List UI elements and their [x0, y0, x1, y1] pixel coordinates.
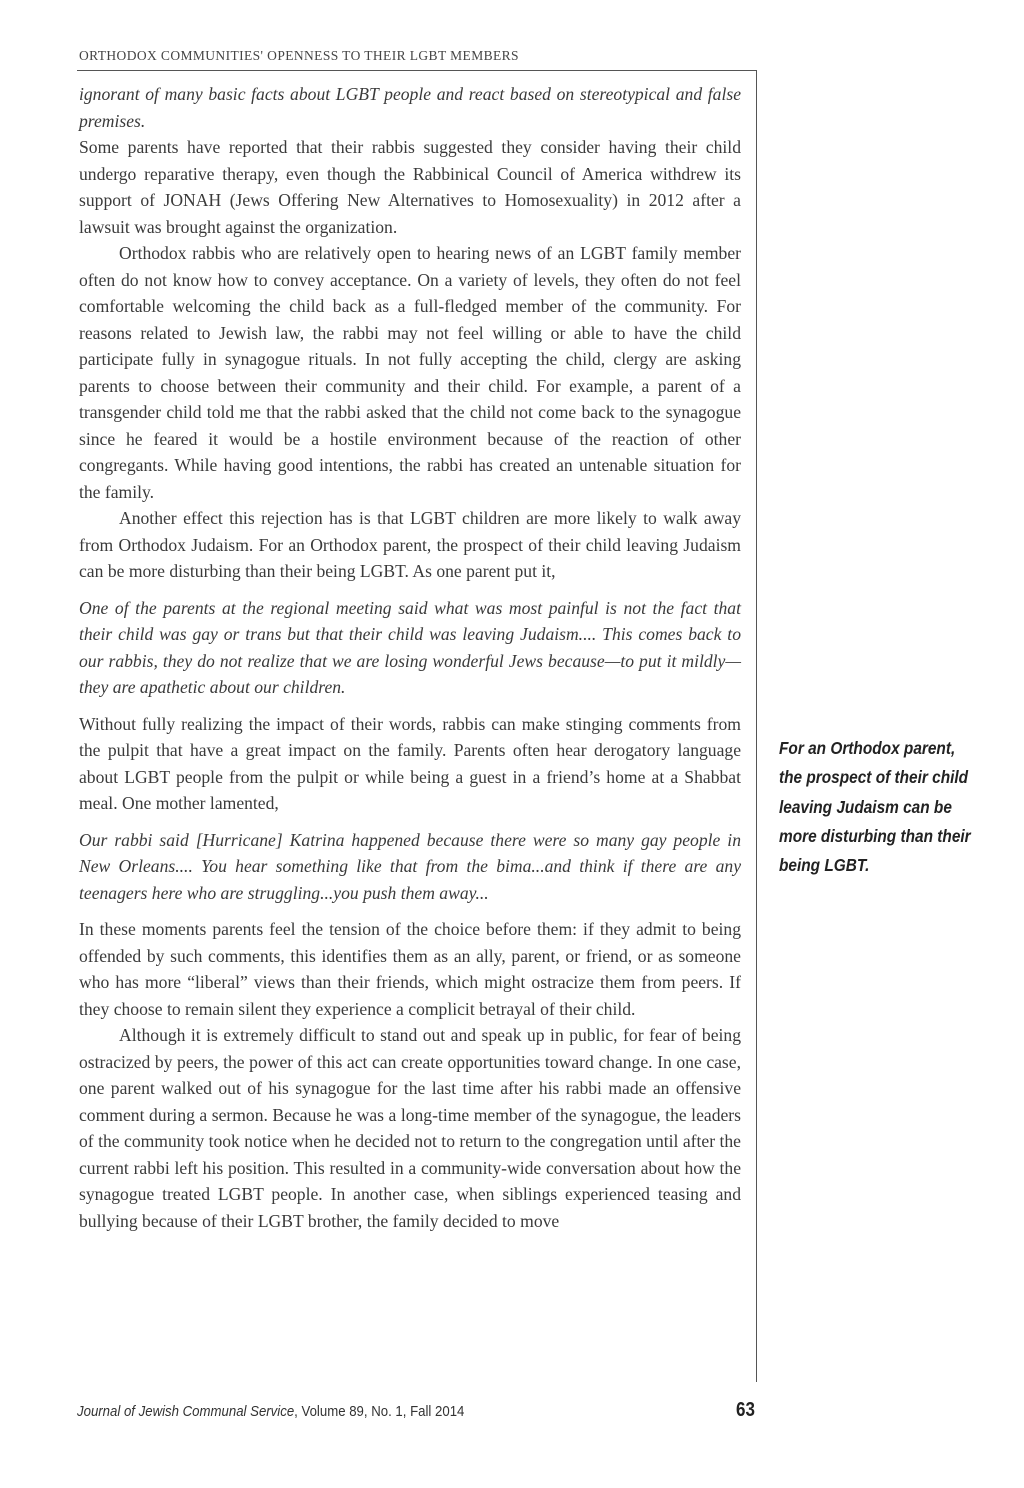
block-quote-regional-meeting: One of the parents at the regional meeting said what was most painful is not the fact that their child was gay or trans but that their child was leaving Judaism.... This comes back to our rabbis, they do not realize that we are losing wonderful Jews because—to put it mildly—they are apathetic about our children.: [79, 597, 741, 697]
paragraph-speak-up: Although it is extremely difficult to stand out and speak up in public, for fear of being ostracized by peers, the power of this act can create opportunities toward change. In one case, one parent walked out of his synagogue for the last time after his rabbi made an offensive comment during a sermon. Because he was a long-time member of the synagogue, the leaders of the community took notice when he decided not to return to the congregation until after the current rabbi left his position. This resulted in a community-wide conversation about how the synagogue treated LGBT people. In another case, when siblings experienced teasing and bullying because of their LGBT brother, the family decided to move: [79, 1025, 741, 1231]
paragraph-reparative-therapy: Some parents have reported that their rabbis suggested they consider having their child undergo reparative therapy, even though the Rabbinical Council of America withdrew its support of JONAH (Jews Offering New Alternatives to Homosexuality) in 2012 after a lawsuit was brought against the organization.: [79, 137, 741, 237]
paragraph-tension: In these moments parents feel the tension of the choice before them: if they admit to being offended by such comments, this identifies them as an ally, parent, or friend, or as someone who has more “liberal” views than their friends, which might ostracize them from peers. If they choose to remain silent they experience a complicit betrayal of their child.: [79, 919, 741, 1019]
paragraph-stinging-comments: Without fully realizing the impact of their words, rabbis can make stinging comments from the pulpit that have a great impact on the family. Parents often hear derogatory language about LGBT people from the pulpit or while being a guest in a friend’s home at a Shabbat meal. One mother lamented,: [79, 713, 741, 813]
running-head: ORTHODOX COMMUNITIES' OPENNESS TO THEIR LGBT MEMBERS: [79, 48, 519, 63]
page-number: 63: [736, 1399, 755, 1421]
issue-info: , Volume 89, No. 1, Fall 2014: [294, 1403, 465, 1420]
footer-citation: [77, 1403, 464, 1420]
body-column: [79, 81, 741, 1234]
column-rule: [756, 70, 757, 1382]
journal-title: Journal of Jewish Communal Service: [77, 1403, 295, 1420]
paragraph-convey-acceptance: Orthodox rabbis who are relatively open to hearing news of an LGBT family member often do not know how to convey acceptance. On a variety of levels, they often do not feel comfortable welcoming the child back as a full-fledged member of the community. For reasons related to Jewish law, the rabbi may not feel willing or able to have the child participate fully in synagogue rituals. In not fully accepting the child, clergy are asking parents to choose between their community and their child. For example, a parent of a transgender child told me that the rabbi asked that the child not come back to the synagogue since he feared it would be a hostile environment because of the reaction of other congregants. While having good intentions, the rabbi has created an untenable situation for the family.: [79, 243, 741, 502]
block-quote-katrina: Our rabbi said [Hurricane] Katrina happened because there were so many gay people in New Orleans.... You hear something like that from the bima...and think if there are any teenagers here who are struggling...you push them away...: [79, 829, 741, 903]
header-rule: [77, 70, 757, 71]
pull-quote: For an Orthodox parent, the prospect of their child leaving Judaism can be more disturbing than their being LGBT.: [779, 738, 971, 876]
continued-quote: ignorant of many basic facts about LGBT people and react based on stereotypical and false premises.: [79, 84, 741, 131]
paragraph-walk-away: Another effect this rejection has is that LGBT children are more likely to walk away from Orthodox Judaism. For an Orthodox parent, the prospect of their child leaving Judaism can be more disturbing than their being LGBT. As one parent put it,: [79, 508, 741, 581]
